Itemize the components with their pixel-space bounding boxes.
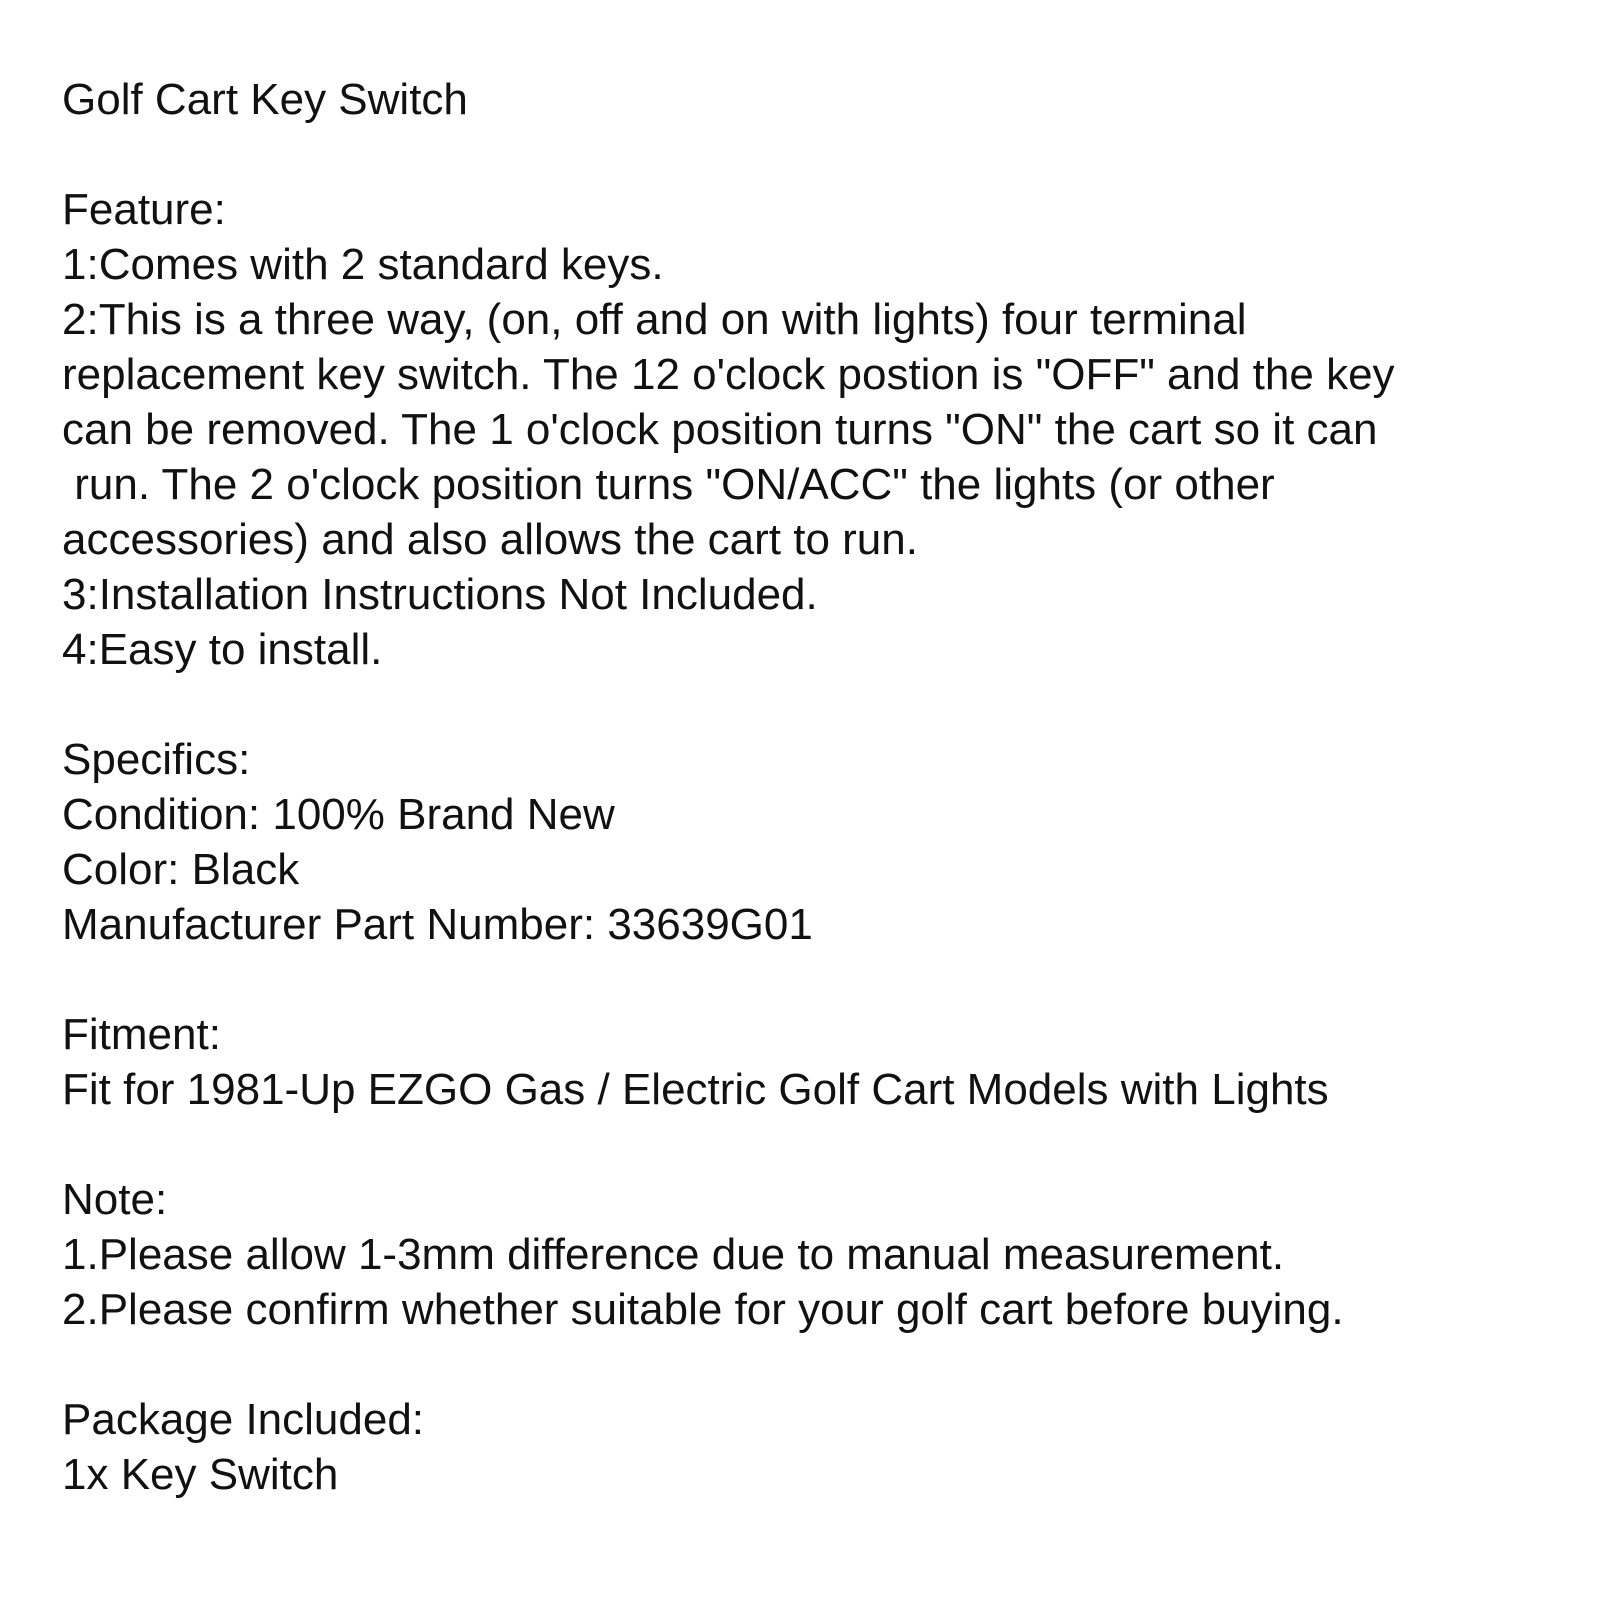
section-heading-feature: Feature: bbox=[62, 185, 226, 234]
section-heading-package: Package Included: bbox=[62, 1395, 425, 1444]
feature-line: can be removed. The 1 o'clock position turns "ON" the cart so it can bbox=[62, 405, 1378, 454]
blank-line bbox=[62, 127, 1540, 182]
section-heading-fitment: Fitment: bbox=[62, 1010, 221, 1059]
blank-line bbox=[62, 1337, 1540, 1392]
product-title: Golf Cart Key Switch bbox=[62, 75, 468, 124]
section-heading-specifics: Specifics: bbox=[62, 735, 251, 784]
package-line: 1x Key Switch bbox=[62, 1450, 339, 1499]
feature-line: 1:Comes with 2 standard keys. bbox=[62, 240, 664, 289]
feature-line: 4:Easy to install. bbox=[62, 625, 383, 674]
section-heading-note: Note: bbox=[62, 1175, 168, 1224]
specifics-color: Color: Black bbox=[62, 845, 300, 894]
note-line: 1.Please allow 1-3mm difference due to manual measurement. bbox=[62, 1230, 1285, 1279]
blank-line bbox=[62, 952, 1540, 1007]
blank-line bbox=[62, 1117, 1540, 1172]
feature-line: run. The 2 o'clock position turns "ON/ACC" the lights (or other bbox=[62, 460, 1275, 509]
note-line: 2.Please confirm whether suitable for your golf cart before buying. bbox=[62, 1285, 1344, 1334]
feature-line: accessories) and also allows the cart to run. bbox=[62, 515, 918, 564]
specifics-part-number: Manufacturer Part Number: 33639G01 bbox=[62, 900, 813, 949]
feature-line: 3:Installation Instructions Not Included. bbox=[62, 570, 818, 619]
specifics-condition: Condition: 100% Brand New bbox=[62, 790, 615, 839]
blank-line bbox=[62, 677, 1540, 732]
fitment-line: Fit for 1981-Up EZGO Gas / Electric Golf Cart Models with Lights bbox=[62, 1065, 1329, 1114]
feature-line: 2:This is a three way, (on, off and on with lights) four terminal bbox=[62, 295, 1247, 344]
feature-line: replacement key switch. The 12 o'clock postion is "OFF" and the key bbox=[62, 350, 1395, 399]
